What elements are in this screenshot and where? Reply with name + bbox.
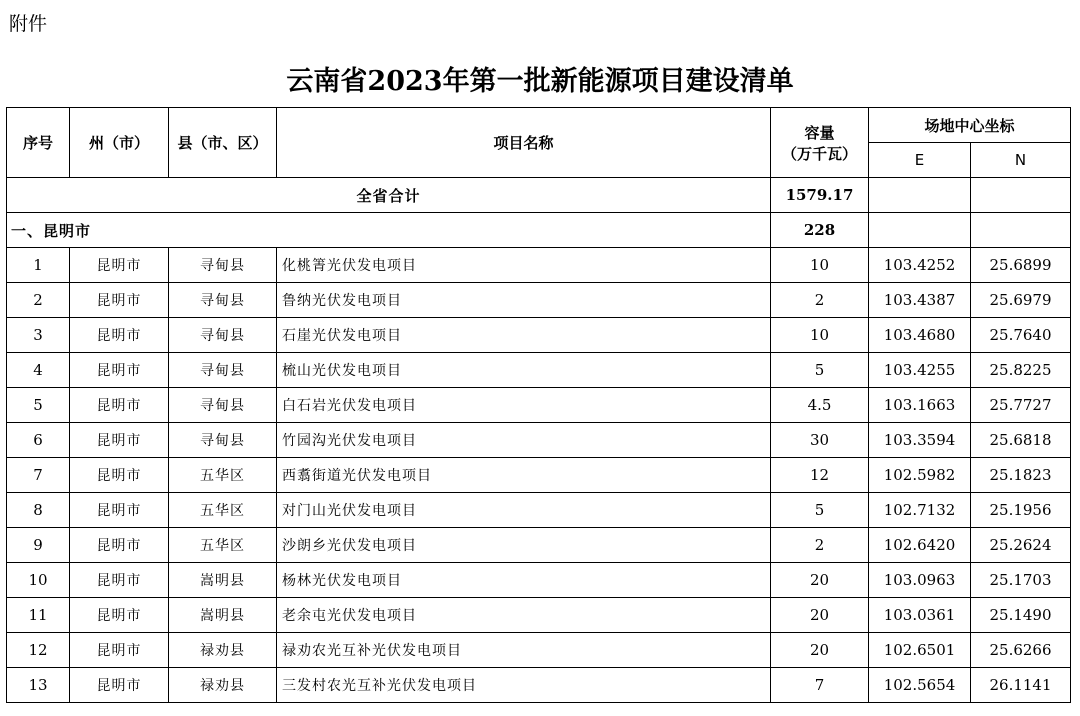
row-prefecture: 昆明市 <box>70 248 169 283</box>
row-county: 寻甸县 <box>169 388 277 423</box>
row-project-name: 对门山光伏发电项目 <box>277 493 771 528</box>
table-row <box>7 633 1071 668</box>
row-county: 禄劝县 <box>169 668 277 703</box>
table-row <box>7 458 1071 493</box>
row-seq: 7 <box>7 458 70 493</box>
row-project-name: 梳山光伏发电项目 <box>277 353 771 388</box>
row-county: 寻甸县 <box>169 353 277 388</box>
header-capacity-label: 容量 <box>804 123 835 142</box>
row-seq: 13 <box>7 668 70 703</box>
row-capacity: 20 <box>771 598 869 633</box>
row-coord-e: 103.1663 <box>869 388 971 423</box>
row-capacity: 30 <box>771 423 869 458</box>
row-project-name: 西翥街道光伏发电项目 <box>277 458 771 493</box>
city-section-label: 一、昆明市 <box>7 213 771 248</box>
row-county: 禄劝县 <box>169 633 277 668</box>
row-project-name: 石崖光伏发电项目 <box>277 318 771 353</box>
project-table <box>6 107 1071 703</box>
row-prefecture: 昆明市 <box>70 528 169 563</box>
attachment-label: 附件 <box>9 13 48 35</box>
row-seq: 5 <box>7 388 70 423</box>
row-coord-n: 25.7727 <box>971 388 1071 423</box>
row-project-name: 竹园沟光伏发电项目 <box>277 423 771 458</box>
row-coord-n: 25.1823 <box>971 458 1071 493</box>
table-row <box>7 598 1071 633</box>
row-capacity: 10 <box>771 318 869 353</box>
row-coord-e: 102.6420 <box>869 528 971 563</box>
table-row <box>7 353 1071 388</box>
row-prefecture: 昆明市 <box>70 388 169 423</box>
row-seq: 11 <box>7 598 70 633</box>
row-capacity: 10 <box>771 248 869 283</box>
row-seq: 6 <box>7 423 70 458</box>
row-prefecture: 昆明市 <box>70 353 169 388</box>
row-prefecture: 昆明市 <box>70 668 169 703</box>
row-coord-n: 25.6818 <box>971 423 1071 458</box>
city-section-e <box>869 213 971 248</box>
table-row <box>7 423 1071 458</box>
row-project-name: 化桃箐光伏发电项目 <box>277 248 771 283</box>
row-prefecture: 昆明市 <box>70 283 169 318</box>
header-seq: 序号 <box>7 108 70 178</box>
total-label: 全省合计 <box>7 178 771 213</box>
row-prefecture: 昆明市 <box>70 423 169 458</box>
row-coord-n: 25.2624 <box>971 528 1071 563</box>
row-coord-e: 103.4387 <box>869 283 971 318</box>
row-project-name: 沙朗乡光伏发电项目 <box>277 528 771 563</box>
table-row <box>7 493 1071 528</box>
total-e <box>869 178 971 213</box>
row-coord-e: 103.3594 <box>869 423 971 458</box>
row-seq: 9 <box>7 528 70 563</box>
row-capacity: 20 <box>771 633 869 668</box>
row-project-name: 禄劝农光互补光伏发电项目 <box>277 633 771 668</box>
row-seq: 10 <box>7 563 70 598</box>
row-coord-n: 25.6266 <box>971 633 1071 668</box>
row-coord-e: 103.0361 <box>869 598 971 633</box>
row-coord-n: 25.1956 <box>971 493 1071 528</box>
table-row <box>7 318 1071 353</box>
row-capacity: 12 <box>771 458 869 493</box>
row-capacity: 4.5 <box>771 388 869 423</box>
header-prefecture: 州（市） <box>70 108 169 178</box>
row-prefecture: 昆明市 <box>70 458 169 493</box>
total-capacity: 1579.17 <box>771 178 869 213</box>
header-coords: 场地中心坐标 <box>869 108 1071 143</box>
row-county: 五华区 <box>169 493 277 528</box>
row-county: 寻甸县 <box>169 283 277 318</box>
header-project: 项目名称 <box>277 108 771 178</box>
row-coord-n: 25.6979 <box>971 283 1071 318</box>
row-coord-n: 25.1703 <box>971 563 1071 598</box>
row-coord-e: 102.7132 <box>869 493 971 528</box>
row-seq: 3 <box>7 318 70 353</box>
page-title: 云南省2023年第一批新能源项目建设清单 <box>286 66 794 97</box>
row-county: 嵩明县 <box>169 598 277 633</box>
header-county: 县（市、区） <box>169 108 277 178</box>
row-project-name: 白石岩光伏发电项目 <box>277 388 771 423</box>
city-section-n <box>971 213 1071 248</box>
row-capacity: 2 <box>771 283 869 318</box>
row-coord-e: 102.5654 <box>869 668 971 703</box>
row-seq: 2 <box>7 283 70 318</box>
row-prefecture: 昆明市 <box>70 318 169 353</box>
header-row <box>7 108 1071 143</box>
table-row <box>7 563 1071 598</box>
header-n: N <box>971 143 1071 178</box>
row-seq: 12 <box>7 633 70 668</box>
row-project-name: 三发村农光互补光伏发电项目 <box>277 668 771 703</box>
row-seq: 1 <box>7 248 70 283</box>
row-county: 寻甸县 <box>169 423 277 458</box>
row-capacity: 5 <box>771 353 869 388</box>
row-county: 寻甸县 <box>169 318 277 353</box>
row-project-name: 鲁纳光伏发电项目 <box>277 283 771 318</box>
row-capacity: 20 <box>771 563 869 598</box>
row-project-name: 老余屯光伏发电项目 <box>277 598 771 633</box>
row-prefecture: 昆明市 <box>70 633 169 668</box>
table-row <box>7 248 1071 283</box>
total-row <box>7 178 1071 213</box>
table-row <box>7 668 1071 703</box>
row-project-name: 杨林光伏发电项目 <box>277 563 771 598</box>
row-county: 五华区 <box>169 528 277 563</box>
row-county: 寻甸县 <box>169 248 277 283</box>
row-coord-e: 103.4680 <box>869 318 971 353</box>
row-coord-n: 25.6899 <box>971 248 1071 283</box>
row-capacity: 7 <box>771 668 869 703</box>
row-prefecture: 昆明市 <box>70 598 169 633</box>
row-capacity: 2 <box>771 528 869 563</box>
row-coord-n: 25.7640 <box>971 318 1071 353</box>
row-seq: 4 <box>7 353 70 388</box>
table-row <box>7 388 1071 423</box>
row-county: 五华区 <box>169 458 277 493</box>
row-capacity: 5 <box>771 493 869 528</box>
row-seq: 8 <box>7 493 70 528</box>
row-coord-e: 103.4255 <box>869 353 971 388</box>
row-prefecture: 昆明市 <box>70 493 169 528</box>
header-e: E <box>869 143 971 178</box>
row-coord-n: 25.8225 <box>971 353 1071 388</box>
row-coord-e: 102.6501 <box>869 633 971 668</box>
row-prefecture: 昆明市 <box>70 563 169 598</box>
row-coord-n: 25.1490 <box>971 598 1071 633</box>
row-coord-n: 26.1141 <box>971 668 1071 703</box>
table-row <box>7 283 1071 318</box>
row-coord-e: 103.0963 <box>869 563 971 598</box>
row-county: 嵩明县 <box>169 563 277 598</box>
row-coord-e: 103.4252 <box>869 248 971 283</box>
city-section-row <box>7 213 1071 248</box>
table-row <box>7 528 1071 563</box>
header-capacity <box>771 108 869 178</box>
total-n <box>971 178 1071 213</box>
city-section-capacity: 228 <box>771 213 869 248</box>
header-capacity-unit: （万千瓦） <box>781 144 857 163</box>
row-coord-e: 102.5982 <box>869 458 971 493</box>
